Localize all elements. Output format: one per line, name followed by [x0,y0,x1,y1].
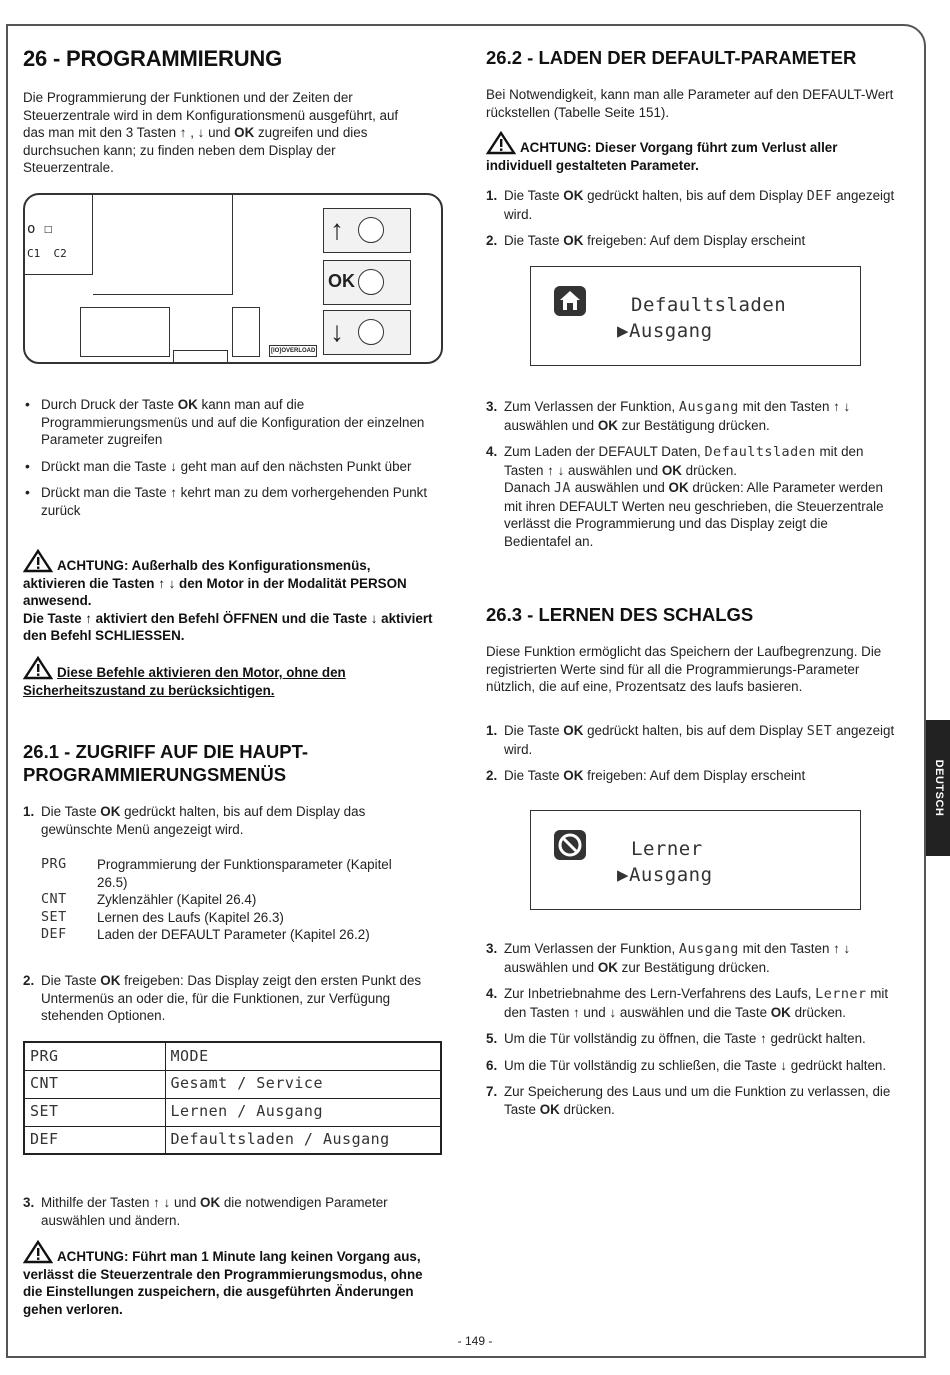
list-item: 3. Zum Verlassen der Funktion, Ausgang mit den Tasten ↑ ↓ auswählen und OK zur Bestätigung drücken. [486,941,851,975]
list-item: 5. Um die Tür vollständig zu öffnen, die Taste ↑ gedrückt halten. [486,1031,866,1046]
control-board-illustration: o ☐ C1 C2 [IO]OVERLOAD ↑ OK ↓ [23,193,443,364]
list-item: 2. Die Taste OK freigeben: Auf dem Display erscheint [486,233,806,248]
page-title: 26 - PROGRAMMIERUNG [23,46,282,71]
steps-26-3 [486,722,896,785]
ok-key: OK [323,260,411,305]
menu-row-cnt: CNT Zyklenzähler (Kapitel 26.4) [41,892,257,907]
menu-row-def: DEF Laden der DEFAULT Parameter (Kapitel 26.2) [41,927,370,942]
language-tab: DEUTSCH [926,720,950,856]
list-item: 3. Zum Verlassen der Funktion, Ausgang mit den Tasten ↑ ↓ auswählen und OK zur Bestätigung drücken. [486,399,851,433]
warning-icon [23,1240,53,1264]
list-item: • Drückt man die Taste ↓ geht man auf den nächsten Punkt über [23,458,428,476]
steps-26-2b [486,398,898,550]
warning-outside-menu: ACHTUNG: Außerhalb des Konfigurationsmenüs, aktivieren die Tasten ↑ ↓ den Motor in der Modalität PERSON anwesend. Die Taste ↑ aktiviert den Befehl ÖFFNEN und die Taste ↓ aktiviert den Befehl SCHLIESSEN. [23,549,433,645]
c2-label: C2 [53,247,67,260]
intro-text: Die Programmierung der Funktionen und der Zeiten der Steuerzentrale wird in dem Konfigurationsmenü ausgeführt, auf das man mit den 3 Tasten ↑ , ↓ und OK zugreifen und dies durchsuchen kann; zu finden neben dem Display der Steuerzentrale. [23,90,399,175]
section-26-1-title: 26.1 - ZUGRIFF AUF DIE HAUPT-PROGRAMMIERUNGSMENÜS [23,741,309,785]
table-row: DEF Defaultsladen / Ausgang [24,1126,441,1154]
list-item: 1. Die Taste OK gedrückt halten, bis auf dem Display das gewünschte Menü angezeigt wird. [23,804,366,837]
steps-26-1c [23,1194,428,1229]
overload-label: OVERLOAD [281,348,316,354]
warning-timeout: ACHTUNG: Führt man 1 Minute lang keinen Vorgang aus, verlässt die Steuerzentrale den Programmierungsmodus, ohne die Einstellungen zuspeichern, die ausgeführten Änderungen gehen verloren. [23,1240,443,1318]
steps-26-3b [486,940,906,1118]
list-item: • Durch Druck der Taste OK kann man auf die Programmierungsmenüs und auf die Konfiguration der einzelnen Parameter zugreifen [23,396,428,449]
intro-26-3: Diese Funktion ermöglicht das Speichern der Laufbegrenzung. Die registrierten Werte sind für all die Programmierungs-Parameter nützlich, die auf eine, Prozentsatz des laufs basieren. [486,644,882,694]
board-leds: o ☐ [27,221,53,237]
menu-list [41,856,421,944]
c1-label: C1 [27,247,41,260]
section-26-3-title: 26.3 - LERNEN DES SCHALGS [486,604,754,625]
list-item: 1. Die Taste OK gedrückt halten, bis auf dem Display SET angezeigt wird. [486,723,895,757]
list-item: 6. Um die Tür vollständig zu schließen, die Taste ↓ gedrückt halten. [486,1057,887,1073]
learn-icon [553,829,587,861]
list-item: • Drückt man die Taste ↑ kehrt man zu dem vorhergehenden Punkt zurück [23,484,428,519]
page-number: - 149 - [457,1334,493,1348]
warning-safety: Diese Befehle aktivieren den Motor, ohne den Sicherheitszustand zu berücksichtigen. [23,656,433,699]
bullet-list [23,396,428,528]
list-item: 4. Zum Laden der DEFAULT Daten, Defaultsladen mit den Tasten ↑ ↓ auswählen und OK drücken. Danach JA auswählen und OK drücken: Alle Parameter werden mit ihren DEFAULT Werten neu geschrieben, die Steuerzentrale verlässt die Programmierung und das Display zeigt die Bedientafel an. [486,444,884,549]
steps-26-1b [23,972,443,1025]
list-item: 2. Die Taste OK freigeben: Auf dem Display erscheint [486,768,806,783]
intro-26-2: Bei Notwendigkeit, kann man alle Parameter auf den DEFAULT-Wert rückstellen (Tabelle Seite 151). [486,87,894,120]
lcd-line-2: ▶Ausgang [617,320,713,342]
down-key: ↓ [323,310,411,355]
table-row: PRG MODE [24,1042,441,1070]
menu-row-set: SET Lernen des Laufs (Kapitel 26.3) [41,909,284,925]
section-26-2-title: 26.2 - LADEN DER DEFAULT-PARAMETER [486,47,857,68]
steps-26-2 [486,187,896,250]
warning-default: ACHTUNG: Dieser Vorgang führt zum Verlust aller individuell gestalteten Parameter. [486,131,896,174]
list-item: 2. Die Taste OK freigeben: Das Display zeigt den ersten Punkt des Untermenüs an oder die, für die Funktionen, zur Verfügung stehenden Optionen. [23,973,422,1023]
list-item: 7. Zur Speicherung des Laus und um die Funktion zu verlassen, die Taste OK drücken. [486,1084,891,1117]
list-item: 4. Zur Inbetriebnahme des Lern-Verfahrens des Laufs, Lerner mit den Tasten ↑ und ↓ auswählen und die Taste OK drücken. [486,986,889,1020]
lcd-line-1: Defaultsladen [631,294,787,316]
list-item: 1. Die Taste OK gedrückt halten, bis auf dem Display DEF angezeigt wird. [486,188,895,222]
lcd-display-default [530,266,861,366]
table-row: SET Lernen / Ausgang [24,1098,441,1126]
warning-icon [23,656,53,680]
warning-icon [486,131,516,155]
lcd-display-learn [530,810,861,910]
steps-26-1 [23,803,428,838]
lcd-line-1: Lerner [631,838,703,860]
home-icon [553,285,587,317]
up-key: ↑ [323,208,411,253]
submenu-table [23,1041,442,1155]
lcd-line-2: ▶Ausgang [617,864,713,886]
list-item: 3. Mithilfe der Tasten ↑ ↓ und OK die notwendigen Parameter auswählen und ändern. [23,1195,388,1228]
menu-row-prg: PRG Programmierung der Funktionsparameter (Kapitel 26.5) [41,857,392,890]
table-row: CNT Gesamt / Service [24,1070,441,1098]
warning-icon [23,549,53,573]
